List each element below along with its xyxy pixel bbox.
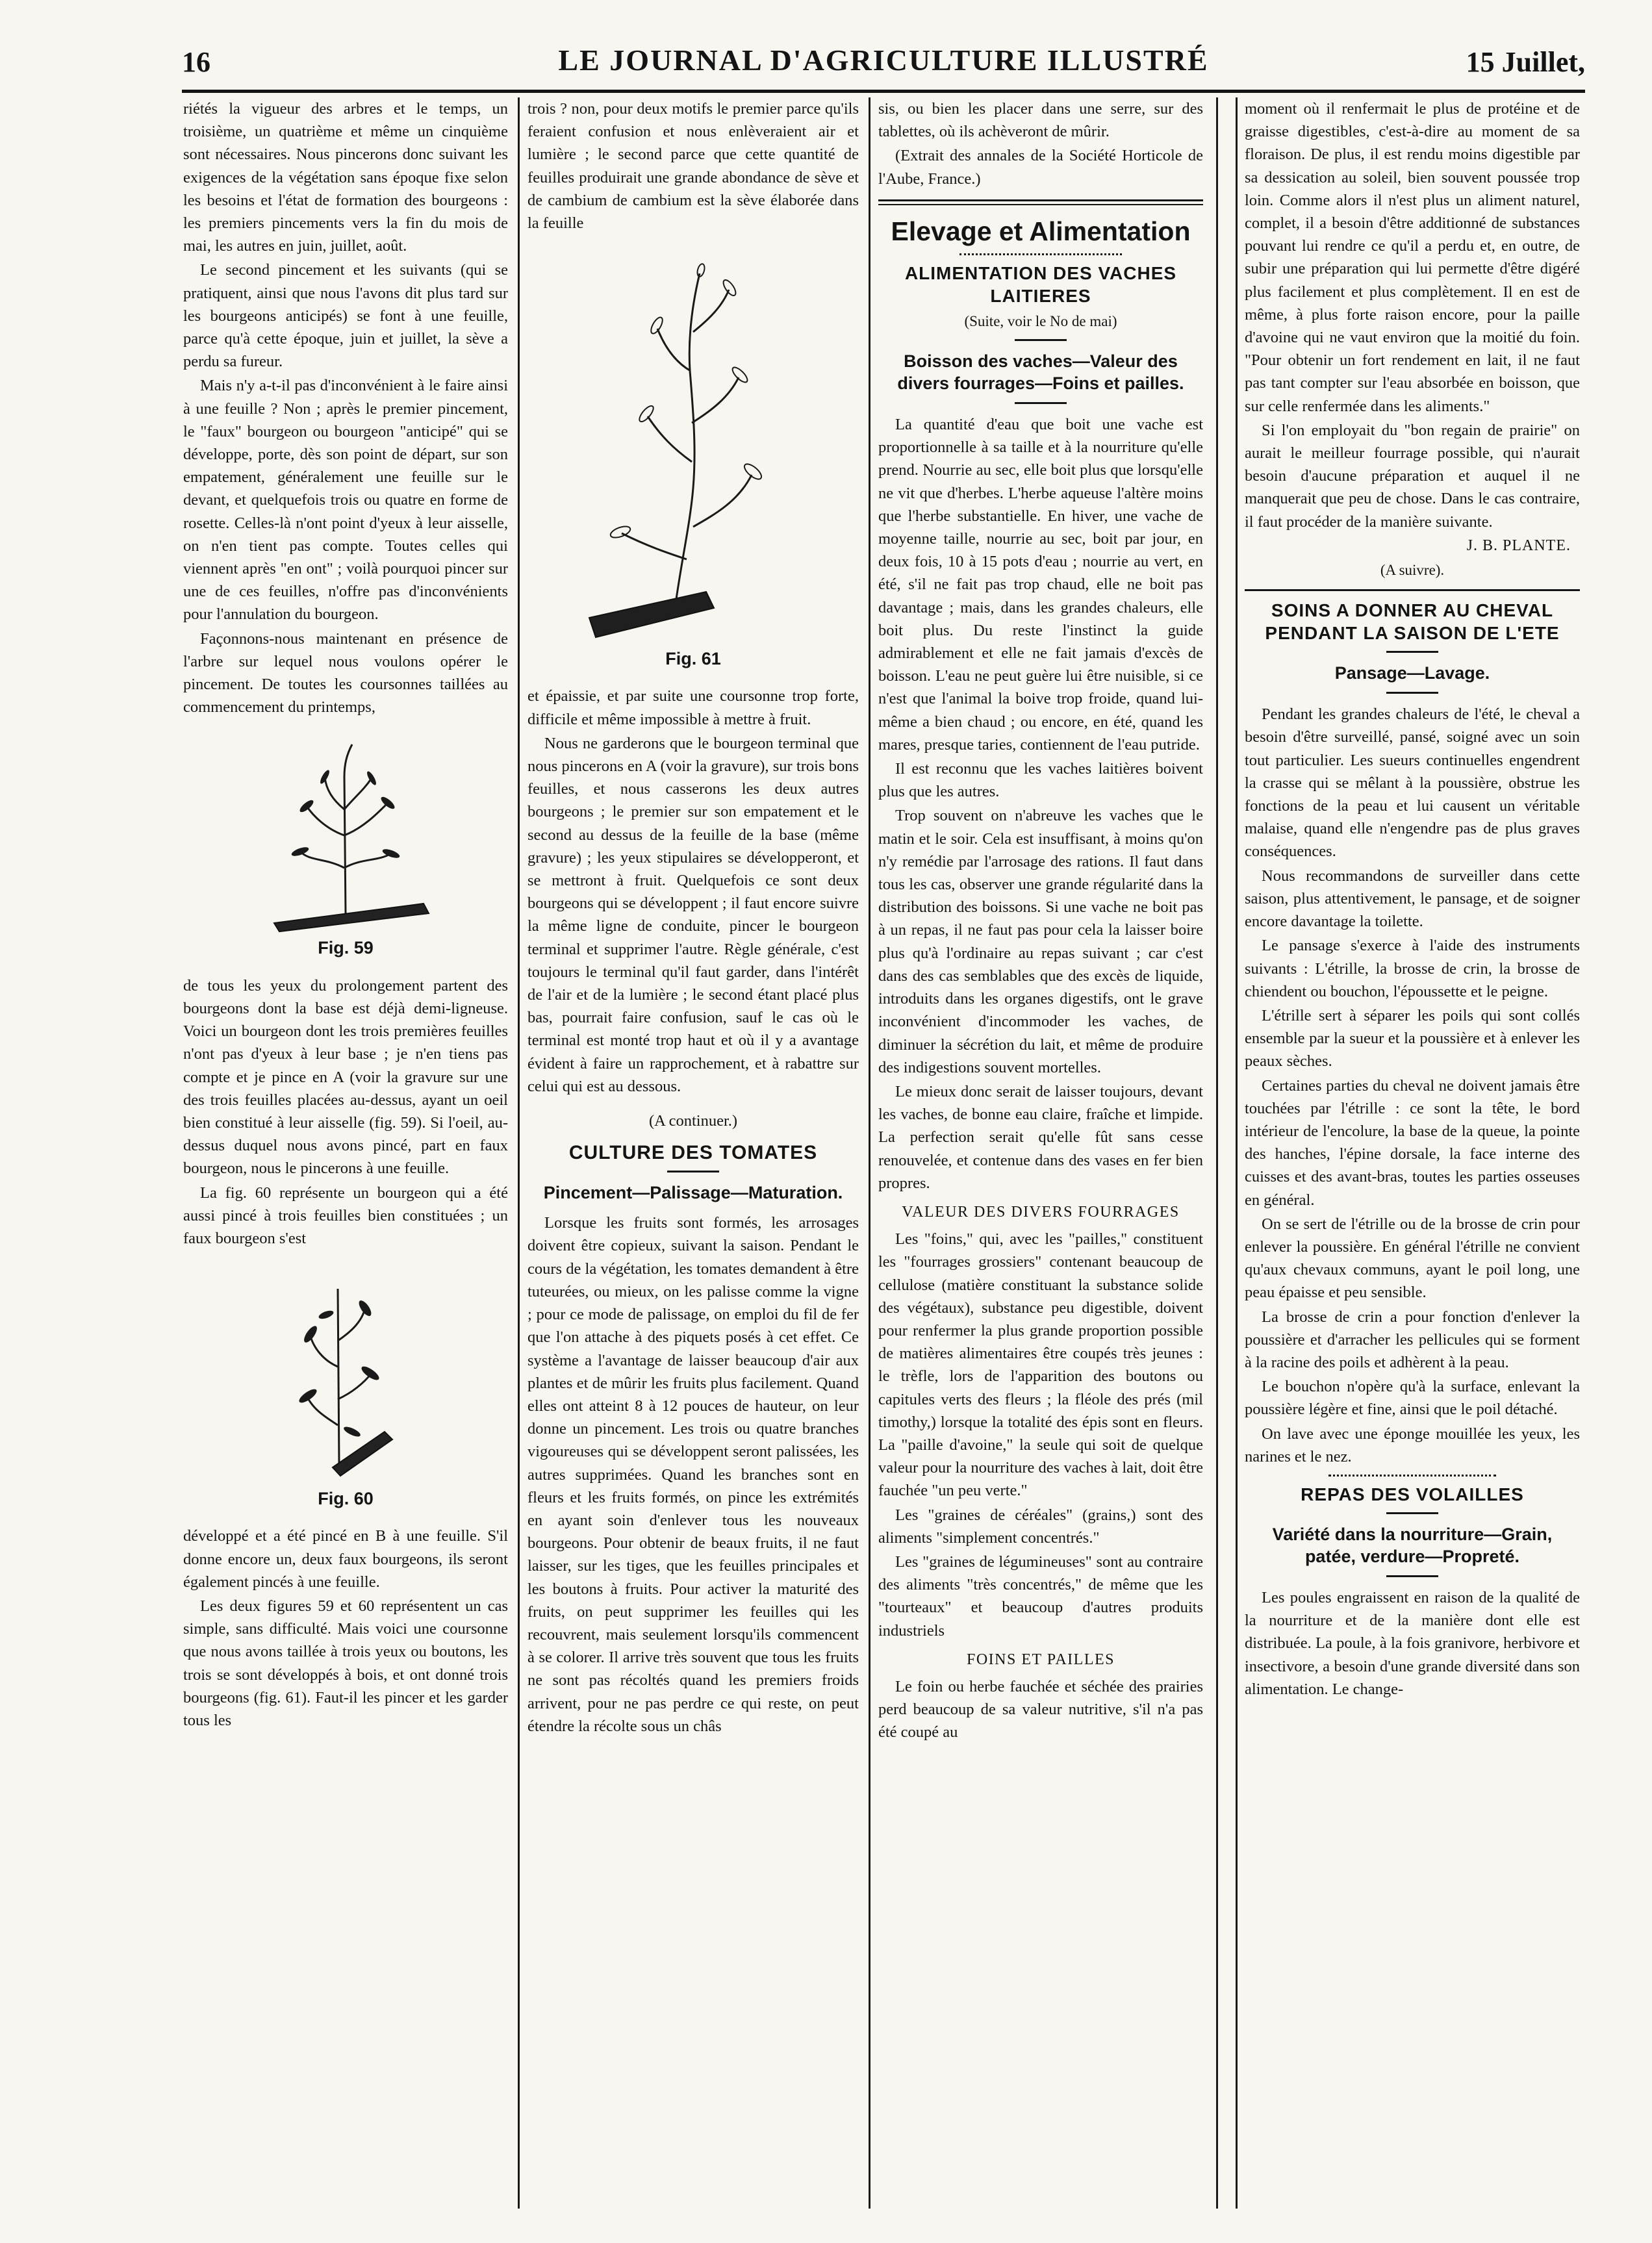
paragraph: Certaines parties du cheval ne doivent jamais être touchées par l'étrille : ce sont la tête, le bord intérieur de l'encolure, la base de la queue, la pointe des hanches, l'épine dorsale, la face interne des cuisses et des avant-bras, toutes les parties osseuses en général.: [1245, 1076, 1580, 1209]
author-signature: J. B. PLANTE.: [1466, 537, 1571, 554]
paragraph: Pendant les grandes chaleurs de l'été, le cheval a besoin d'être surveillé, pansé, soigné avec un soin tout particulier. Les sueurs continuelles engendrent la crasse qui se mêlant à la poussière, obstrue les fonctions de la peau et lui causent un véritable malaise, quand elle n'engendre pas de plus graves conséquences.: [1245, 705, 1580, 861]
section-heading: VALEUR DES DIVERS FOURRAGES: [902, 1203, 1180, 1221]
paragraph: Les deux figures 59 et 60 représentent un cas simple, sans difficulté. Mais voici une coursonne que nous avons taillée à trois yeux ou boutons, les trois se sont développés à bois, et ont donné trois bourgeons (fig. 61). Faut-il les pincer et les garder tous les: [183, 1597, 508, 1729]
paragraph: La brosse de crin a pour fonction d'enlever la poussière et d'arracher les pellicules qui se forment à la racine des poils et adhèrent à la peau.: [1245, 1308, 1580, 1371]
divider: [1386, 1575, 1438, 1577]
paragraph: Façonnons-nous maintenant en présence de l'arbre sur lequel nous voulons opérer le pincement. De toutes les coursonnes taillées au commencement du printemps,: [183, 629, 508, 716]
paragraph: et épaissie, et par suite une coursonne trop forte, difficile et même impossible à mettre à fruit.: [527, 687, 859, 728]
column-1: [183, 97, 508, 2209]
page-header: [182, 43, 1585, 83]
paragraph: Mais n'y a-t-il pas d'inconvénient à le faire ainsi à une feuille ? Non ; après le premier pincement, le "faux" bourgeon ou bourgeon "anticipé" qui se développe, porte, dès son point de départ, sur son empatement, généralement une feuille sur le devant, et quelquefois trois ou quatre en forme de rosette. Celles-là n'ont point d'yeux à leur aisselle, on n'en tient pas compte. Toutes celles qui viennent après "en ont" ; voilà pourquoi pincer sur une de ces feuilles, n'offre pas d'inconvénients pour l'annulation du bourgeon.: [183, 377, 508, 624]
page-number: 16: [182, 46, 210, 78]
divider: [667, 1171, 719, 1172]
paragraph: Le mieux donc serait de laisser toujours, devant les vaches, de bonne eau claire, fraîche et limpide. La perfection serait qu'elle fût sans cesse renouvelée, et contenue dans des vases en fer bien propres.: [878, 1082, 1203, 1192]
divider: [1245, 589, 1580, 591]
three-shoots-illustration: [576, 254, 810, 644]
article-subheading: Pansage—Lavage.: [1334, 663, 1490, 683]
paragraph: Le foin ou herbe fauchée et séchée des prairies perd beaucoup de sa valeur nutritive, s'il n'a pas été coupé au: [878, 1677, 1203, 1742]
header-rule: [182, 90, 1585, 93]
column-divider: [1216, 97, 1218, 2209]
paragraph: L'étrille sert à séparer les poils qui sont collés ensemble par la sueur et la poussière et à enlever les peaux sèches.: [1245, 1006, 1580, 1071]
section-heading: FOINS ET PAILLES: [966, 1651, 1115, 1668]
paragraph: On se sert de l'étrille ou de la brosse de crin pour enlever la poussière. En général l'étrille ne convient qu'aux chevaux communs, ayant le poil long, une peau épaisse et peu sensible.: [1245, 1215, 1580, 1302]
article-title: ALIMENTATION DES VACHES LAITIERES: [904, 262, 1177, 306]
figure-61: [527, 254, 859, 670]
source-note: (Extrait des annales de la Société Horticole de l'Aube, France.): [878, 147, 1203, 188]
divider: [1386, 651, 1438, 653]
paragraph: Lorsque les fruits sont formés, les arrosages doivent être copieux, suivant la saison. Pendant le cours de la végétation, les tomates demandent à être tuteurées, ou mieux, on les palisse comme la vigne ; pour ce mode de palissage, on emploi du fil de fer que l'on attache à des piquets posés à cet effet. Ce système a l'avantage de laisser beaucoup d'air aux plantes et de mûrir les fruits plus facilement. Quand elles ont atteint 8 à 12 pouces de hauteur, on leur donne un pincement. Les trois ou quatre branches vigoureuses qui se développent seront palissées, les autres supprimées. Quand les branches sont en fleurs et les fruits formés, on pince les extrémités en ayant soin d'enlever tous les nouveaux bourgeons. Pour obtenir de beaux fruits, il ne faut laisser, sur les tiges, que les feuilles principales et les boutons à fruits. Pour activer la maturité des fruits, on peut supprimer les feuilles qui les recouvrent, mais seulement lorsqu'ils commencent à se colorer. Il arrive très souvent que tous les fruits ne sont pas récoltés quand les premiers froids arrivent, pour ne pas perdre ce qui reste, on peut étendre la récolte sous un châs: [527, 1214, 859, 1735]
column-3: [878, 97, 1203, 2209]
divider: [878, 199, 1203, 205]
pinched-shoot-illustration: [255, 1269, 437, 1484]
paragraph: On lave avec une éponge mouillée les yeux, les narines et le nez.: [1245, 1425, 1580, 1465]
column-divider: [869, 97, 870, 2209]
paragraph: Les poules engraissent en raison de la qualité de la nourriture et de la manière dont elle est distribuée. La poule, à la fois granivore, herbivore et insectivore, a besoin d'une grande diversité dans son alimentation. Le change-: [1245, 1588, 1580, 1698]
column-2: [527, 97, 859, 2209]
section-subheading: Pincement—Palissage—Maturation.: [543, 1183, 843, 1203]
article-title: SOINS A DONNER AU CHEVAL PENDANT LA SAISON DE L'ETE: [1265, 600, 1560, 644]
figure-60: [183, 1269, 508, 1510]
paragraph: La quantité d'eau que boit une vache est proportionnelle à sa taille et à la nourriture qu'elle prend. Nourrie au sec, elle boit plus que lorsqu'elle ne vit que d'herbes. L'herbe aqueuse l'altère moins que l'herbe substantielle. En hiver, une vache de moyenne taille, nourrie au sec, boit par jour, en deux fois, 10 à 15 pots d'eau ; nourrie au vert, en été, s'il ne fait pas trop chaud, elle ne boit pas davantage ; mais, dans les grandes chaleurs, elle boit plus. Du reste l'instinct la guide admirablement et elle ne fait jamais d'excès de boisson. L'eau ne peut guère lui être nuisible, si ce n'est que l'animal la boive trop froide, quand lui-même a bien chaud ; ou encore, en été, quand les mares, presque taries, contiennent de l'eau putride.: [878, 416, 1203, 754]
column-divider: [1236, 97, 1238, 2209]
paragraph: La fig. 60 représente un bourgeon qui a été aussi pincé à trois feuilles bien constituées ; un faux bourgeon s'est: [183, 1184, 508, 1247]
paragraph: sis, ou bien les placer dans une serre, sur des tablettes, où ils achèveront de mûrir.: [878, 100, 1203, 141]
divider: [1386, 692, 1438, 694]
column-4: [1245, 97, 1580, 2209]
divider: [1328, 1475, 1496, 1476]
article-subheading: Variété dans la nourriture—Grain, patée, verdure—Propreté.: [1272, 1524, 1553, 1566]
paragraph: Il est reconnu que les vaches laitières boivent plus que les autres.: [878, 760, 1203, 801]
paragraph: Nous recommandons de surveiller dans cette saison, plus attentivement, le pansage, et de soigner encore davantage la toilette.: [1245, 867, 1580, 931]
section-title: CULTURE DES TOMATES: [568, 1142, 818, 1164]
pruned-branch-illustration: [248, 738, 443, 933]
figure-caption: Fig. 59: [318, 938, 374, 958]
paragraph: trois ? non, pour deux motifs le premier parce qu'ils feraient confusion et nous enlèveraient air et lumière ; le second parce que cette quantité de feuilles produirait une grande abondance de sève et de cambium de cambium est la sève élaborée dans la feuille: [527, 100, 859, 233]
article-title: REPAS DES VOLAILLES: [1301, 1484, 1524, 1504]
figure-caption: Fig. 60: [318, 1489, 374, 1509]
divider: [1015, 339, 1067, 341]
paragraph: de tous les yeux du prolongement partent des bourgeons dont la base est déjà demi-ligneuse. Voici un bourgeon dont les trois premières feuilles n'ont pas d'yeux à leur base ; je n'en tiens pas compte et je pince en A (voir la gravure sur une des trois feuilles placées au-dessus, ayant un oeil bien constitué à leur aisselle (fig. 59). Si l'oeil, au-dessus duquel nous avons pincé, part en faux bourgeon, nous le pincerons à une feuille.: [183, 976, 508, 1178]
figure-59: [183, 738, 508, 959]
paragraph: Le pansage s'exerce à l'aide des instruments suivants : L'étrille, la brosse de crin, la brosse de chiendent ou bouchon, l'époussette et le peigne.: [1245, 937, 1580, 1000]
paragraph: Si l'on employait du "bon regain de prairie" on aurait le meilleur fourrage possible, qui n'aurait besoin d'aucune préparation et auquel il ne manquerait que peu de chose. Dans le cas contraire, il faut procéder de la manière suivante.: [1245, 421, 1580, 531]
paragraph: Le bouchon n'opère qu'à la surface, enlevant la poussière légère et fine, ainsi que le poil détaché.: [1245, 1378, 1580, 1419]
paragraph: Le second pincement et les suivants (qui se pratiquent, ainsi que nous l'avons dit plus tard sur les bourgeons anticipés) se font à une feuille, parce qu'à cette époque, juin et juillet, la sève a perdu sa fureur.: [183, 261, 508, 371]
continuation-note: (A continuer.): [648, 1112, 738, 1130]
paragraph: Nous ne garderons que le bourgeon terminal que nous pincerons en A (voir la gravure), sur trois bons feuilles, et nous casserons les deux autres bourgeons ; le premier sur son empatement et le second au dessus de la feuille de la base (même gravure) ; les yeux stipulaires se développeront, et se mettront à fruit. Quelquefois ce sont deux bourgeons qui se développent ; il faut encore suivre la même ligne de conduite, pincer le bourgeon terminal et supprimer l'autre. Règle générale, c'est toujours le terminal qu'il faut garder, dans l'intérêt de l'air et de la lumière ; le second étant placé plus bas, pourrait faire confusion, sauf le cas où le terminal est monté trop haut et où il y a avantage évident à faire un rapprochement, et à rabattre sur celui qui est au dessous.: [527, 734, 859, 1095]
journal-title: LE JOURNAL D'AGRICULTURE ILLUSTRÉ: [558, 44, 1209, 77]
paragraph: moment où il renfermait le plus de protéine et de graisse digestibles, c'est-à-dire au moment de sa floraison. De plus, il est rendu moins digestible par sa dessication au soleil, bien souvent poussée trop loin. Comme alors il n'est plus un aliment naturel, complet, il a besoin d'être additionné de substances pouvant lui rendre ce qu'il a perdu et, en outre, de subir une préparation qui lui permette d'être digéré plus facilement et plus complètement. Il en est de même, à plus forte raison encore, pour la paille d'avoine qui ne vaut environ que la moitié du foin. "Pour obtenir un fort rendement en lait, il ne faut pas tant compter sur l'eau absorbée en boisson, que sur celle renfermée dans les aliments.": [1245, 100, 1580, 415]
divider: [1015, 402, 1067, 404]
continuation-note: (A suivre).: [1380, 562, 1445, 579]
paragraph: développé et a été pincé en B à une feuille. S'il donne encore un, deux faux bourgeons, ils seront également pincés à une feuille.: [183, 1527, 508, 1591]
figure-caption: Fig. 61: [665, 649, 721, 669]
paragraph: Les "graines de céréales" (grains,) sont des aliments "simplement concentrés.": [878, 1506, 1203, 1547]
divider: [1386, 1512, 1438, 1514]
issue-date: 15 Juillet,: [1466, 46, 1585, 78]
paragraph: Les "graines de légumineuses" sont au contraire des aliments "très concentrés," de même que les "tourteaux" et beaucoup d'autres produits industriels: [878, 1552, 1203, 1640]
section-title: Elevage et Alimentation: [891, 216, 1191, 246]
continuation-note: (Suite, voir le No de mai): [964, 312, 1117, 329]
divider: [959, 253, 1122, 255]
paragraph: Les "foins," qui, avec les "pailles," constituent les "fourrages grossiers" contenant beaucoup de cellulose (matière constituant la substance solide des végétaux), substance peu digestible, doivent pour renfermer la plus grande proportion possible de matières alimentaires être coupés très jeunes : le trèfle, lors de l'apparition des boutons ou capitules verts des fleurs ; la fléole des prés (mil timothy,) lorsque la totalité des épis sont en fleurs. La "paille d'avoine," la seule qui soit de quelque valeur pour la nourriture des vaches à lait, doit être fauchée "un peu verte.": [878, 1230, 1203, 1500]
paragraph: riétés la vigueur des arbres et le temps, un troisième, un quatrième et même un cinquième sont nécessaires. Nous pincerons donc suivant les exigences de la végétation sans époque fixe selon les besoins et l'état de formation des bourgeons : les premiers pincements vers la fin du mois de mai, les autres en juin, juillet, août.: [183, 100, 508, 255]
article-subheading: Boisson des vaches—Valeur des divers fourrages—Foins et pailles.: [897, 351, 1184, 394]
column-divider: [518, 97, 520, 2209]
paragraph: Trop souvent on n'abreuve les vaches que le matin et le soir. Cela est insuffisant, à moins qu'on n'y remédie par l'arrosage des rations. Il faut dans tous les cas, observer une grande régularité dans la distribution des boissons. Si une vache ne boit pas à un repas, il ne faut pas pour cela la laisser boire plus qu'à l'ordinaire au repas suivant ; car c'est dans des cas semblables que des excès de liquide, introduits dans les organes digestifs, ont le grave inconvénient d'incommoder les vaches, de diminuer la sécrétion du lait, et même de produire des indigestions souvent mortelles.: [878, 807, 1203, 1076]
